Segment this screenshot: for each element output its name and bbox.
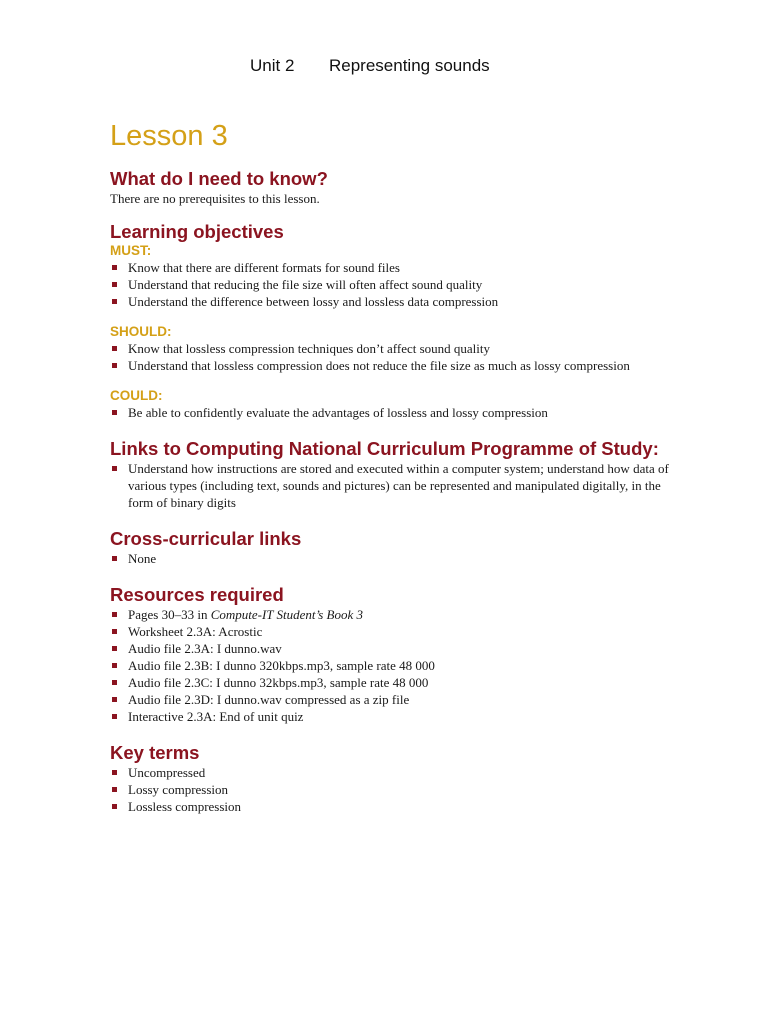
list-item: Be able to confidently evaluate the advantages of lossless and lossy compression — [110, 404, 670, 421]
curriculum-list — [110, 460, 670, 511]
list-item: Know that lossless compression techniques don’t affect sound quality — [110, 340, 670, 357]
list-item: Understand the difference between lossy and lossless data compression — [110, 293, 670, 310]
list-item: Uncompressed — [110, 764, 670, 781]
list-item: Lossless compression — [110, 798, 670, 815]
cross-curricular-heading: Cross-curricular links — [110, 528, 302, 549]
must-list — [110, 259, 670, 310]
objectives-heading: Learning objectives — [110, 221, 284, 242]
list-item — [110, 606, 670, 623]
resource-book-title: Compute-IT Student’s Book 3 — [210, 607, 363, 622]
list-item: Audio file 2.3A: I dunno.wav — [110, 640, 670, 657]
list-item: Lossy compression — [110, 781, 670, 798]
list-item: Know that there are different formats for sound files — [110, 259, 670, 276]
list-item: Audio file 2.3D: I dunno.wav compressed as a zip file — [110, 691, 670, 708]
list-item: Understand how instructions are stored and executed within a computer system; understand how data of various types (including text, sounds and pictures) can be represented and manipulated digitally, in the form of binary digits — [110, 460, 670, 511]
cross-curricular-list — [110, 550, 670, 567]
resources-list — [110, 606, 670, 725]
list-item: None — [110, 550, 670, 567]
must-label: MUST: — [110, 243, 152, 258]
need-to-know-text: There are no prerequisites to this lesson. — [110, 191, 320, 206]
key-terms-list — [110, 764, 670, 815]
could-label: COULD: — [110, 388, 163, 403]
should-list — [110, 340, 670, 374]
resource-pages-text: Pages 30–33 in — [128, 607, 211, 622]
unit-topic: Representing sounds — [329, 56, 490, 75]
page-header — [250, 56, 490, 76]
curriculum-heading: Links to Computing National Curriculum Programme of Study: — [110, 438, 659, 459]
list-item: Interactive 2.3A: End of unit quiz — [110, 708, 670, 725]
list-item: Audio file 2.3B: I dunno 320kbps.mp3, sample rate 48 000 — [110, 657, 670, 674]
list-item: Understand that reducing the file size will often affect sound quality — [110, 276, 670, 293]
lesson-title: Lesson 3 — [110, 120, 228, 152]
lesson-content — [110, 168, 670, 815]
resources-heading: Resources required — [110, 584, 284, 605]
need-to-know-heading: What do I need to know? — [110, 168, 328, 189]
list-item: Understand that lossless compression does not reduce the file size as much as lossy compression — [110, 357, 670, 374]
should-label: SHOULD: — [110, 324, 172, 339]
unit-label: Unit 2 — [250, 56, 295, 75]
list-item: Audio file 2.3C: I dunno 32kbps.mp3, sample rate 48 000 — [110, 674, 670, 691]
list-item: Worksheet 2.3A: Acrostic — [110, 623, 670, 640]
key-terms-heading: Key terms — [110, 742, 200, 763]
could-list — [110, 404, 670, 421]
